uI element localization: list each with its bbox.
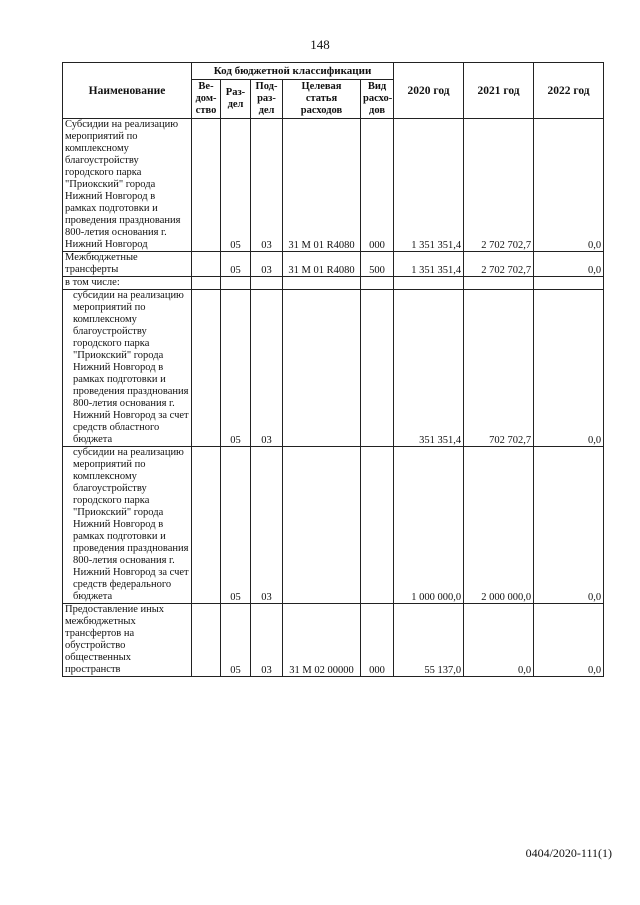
row-podrazdel: 03 xyxy=(251,290,283,447)
row-razdel: 05 xyxy=(221,252,251,277)
row-razdel: 05 xyxy=(221,290,251,447)
row-name: в том числе: xyxy=(63,277,192,290)
row-podrazdel: 03 xyxy=(251,252,283,277)
table-row xyxy=(63,604,604,677)
table-row xyxy=(63,447,604,604)
row-target: 31 М 02 00000 xyxy=(283,604,361,677)
row-target xyxy=(283,290,361,447)
header-razdel: Раз- дел xyxy=(221,80,251,119)
row-target xyxy=(283,277,361,290)
row-name: субсидии на реализацию мероприятий по комплексному благоустройству городского парка "Приокский" города Нижний Новгород в рамках подготовки и проведения празднования 800-летия основания г. Нижний Новгород за счет средств областного бюджета xyxy=(63,290,192,447)
row-vid: 000 xyxy=(361,604,394,677)
header-vedomstvo: Ве- дом- ство xyxy=(192,80,221,119)
row-2020 xyxy=(394,277,464,290)
row-podrazdel: 03 xyxy=(251,119,283,252)
header-2020: 2020 год xyxy=(394,63,464,119)
header-code-group: Код бюджетной классификации xyxy=(192,63,394,80)
row-razdel xyxy=(221,277,251,290)
row-target: 31 М 01 R4080 xyxy=(283,252,361,277)
row-2021: 0,0 xyxy=(464,604,534,677)
budget-table xyxy=(62,62,604,677)
row-ved xyxy=(192,290,221,447)
header-name: Наименование xyxy=(63,63,192,119)
row-2022: 0,0 xyxy=(534,252,604,277)
row-ved xyxy=(192,252,221,277)
row-2021: 2 702 702,7 xyxy=(464,119,534,252)
row-2020: 351 351,4 xyxy=(394,290,464,447)
row-name: Предоставление иных межбюджетных трансфертов на обустройство общественных пространств xyxy=(63,604,192,677)
row-ved xyxy=(192,604,221,677)
row-razdel: 05 xyxy=(221,119,251,252)
header-2021: 2021 год xyxy=(464,63,534,119)
row-ved xyxy=(192,119,221,252)
row-name: Субсидии на реализацию мероприятий по комплексному благоустройству городского парка "Приокский" города Нижний Новгород в рамках подготовки и проведения празднования 800-летия основания г. Нижний Новгород xyxy=(63,119,192,252)
row-podrazdel xyxy=(251,277,283,290)
row-2022: 0,0 xyxy=(534,290,604,447)
header-podrazdel: Под- раз- дел xyxy=(251,80,283,119)
row-podrazdel: 03 xyxy=(251,604,283,677)
row-vid: 000 xyxy=(361,119,394,252)
row-2020: 1 351 351,4 xyxy=(394,252,464,277)
header-2022: 2022 год xyxy=(534,63,604,119)
row-ved xyxy=(192,447,221,604)
row-razdel: 05 xyxy=(221,604,251,677)
table-row xyxy=(63,277,604,290)
row-podrazdel: 03 xyxy=(251,447,283,604)
row-2020: 55 137,0 xyxy=(394,604,464,677)
row-2022 xyxy=(534,277,604,290)
header-target: Целевая статья расходов xyxy=(283,80,361,119)
row-vid xyxy=(361,290,394,447)
row-2020: 1 351 351,4 xyxy=(394,119,464,252)
row-2021: 702 702,7 xyxy=(464,290,534,447)
header-vid: Вид расхо- дов xyxy=(361,80,394,119)
row-target xyxy=(283,447,361,604)
row-target: 31 М 01 R4080 xyxy=(283,119,361,252)
table-row xyxy=(63,290,604,447)
table-row xyxy=(63,252,604,277)
row-vid xyxy=(361,277,394,290)
row-2022: 0,0 xyxy=(534,447,604,604)
row-name: Межбюджетные трансферты xyxy=(63,252,192,277)
table-row xyxy=(63,119,604,252)
row-vid: 500 xyxy=(361,252,394,277)
row-vid xyxy=(361,447,394,604)
document-code: 0404/2020-111(1) xyxy=(525,846,612,860)
page-number: 148 xyxy=(310,37,330,52)
row-2021: 2 702 702,7 xyxy=(464,252,534,277)
row-ved xyxy=(192,277,221,290)
row-2020: 1 000 000,0 xyxy=(394,447,464,604)
row-name: субсидии на реализацию мероприятий по комплексному благоустройству городского парка "Приокский" города Нижний Новгород в рамках подготовки и проведения празднования 800-летия основания г. Нижний Новгород за счет средств федерального бюджета xyxy=(63,447,192,604)
row-2021 xyxy=(464,277,534,290)
row-razdel: 05 xyxy=(221,447,251,604)
row-2022: 0,0 xyxy=(534,604,604,677)
row-2022: 0,0 xyxy=(534,119,604,252)
row-2021: 2 000 000,0 xyxy=(464,447,534,604)
